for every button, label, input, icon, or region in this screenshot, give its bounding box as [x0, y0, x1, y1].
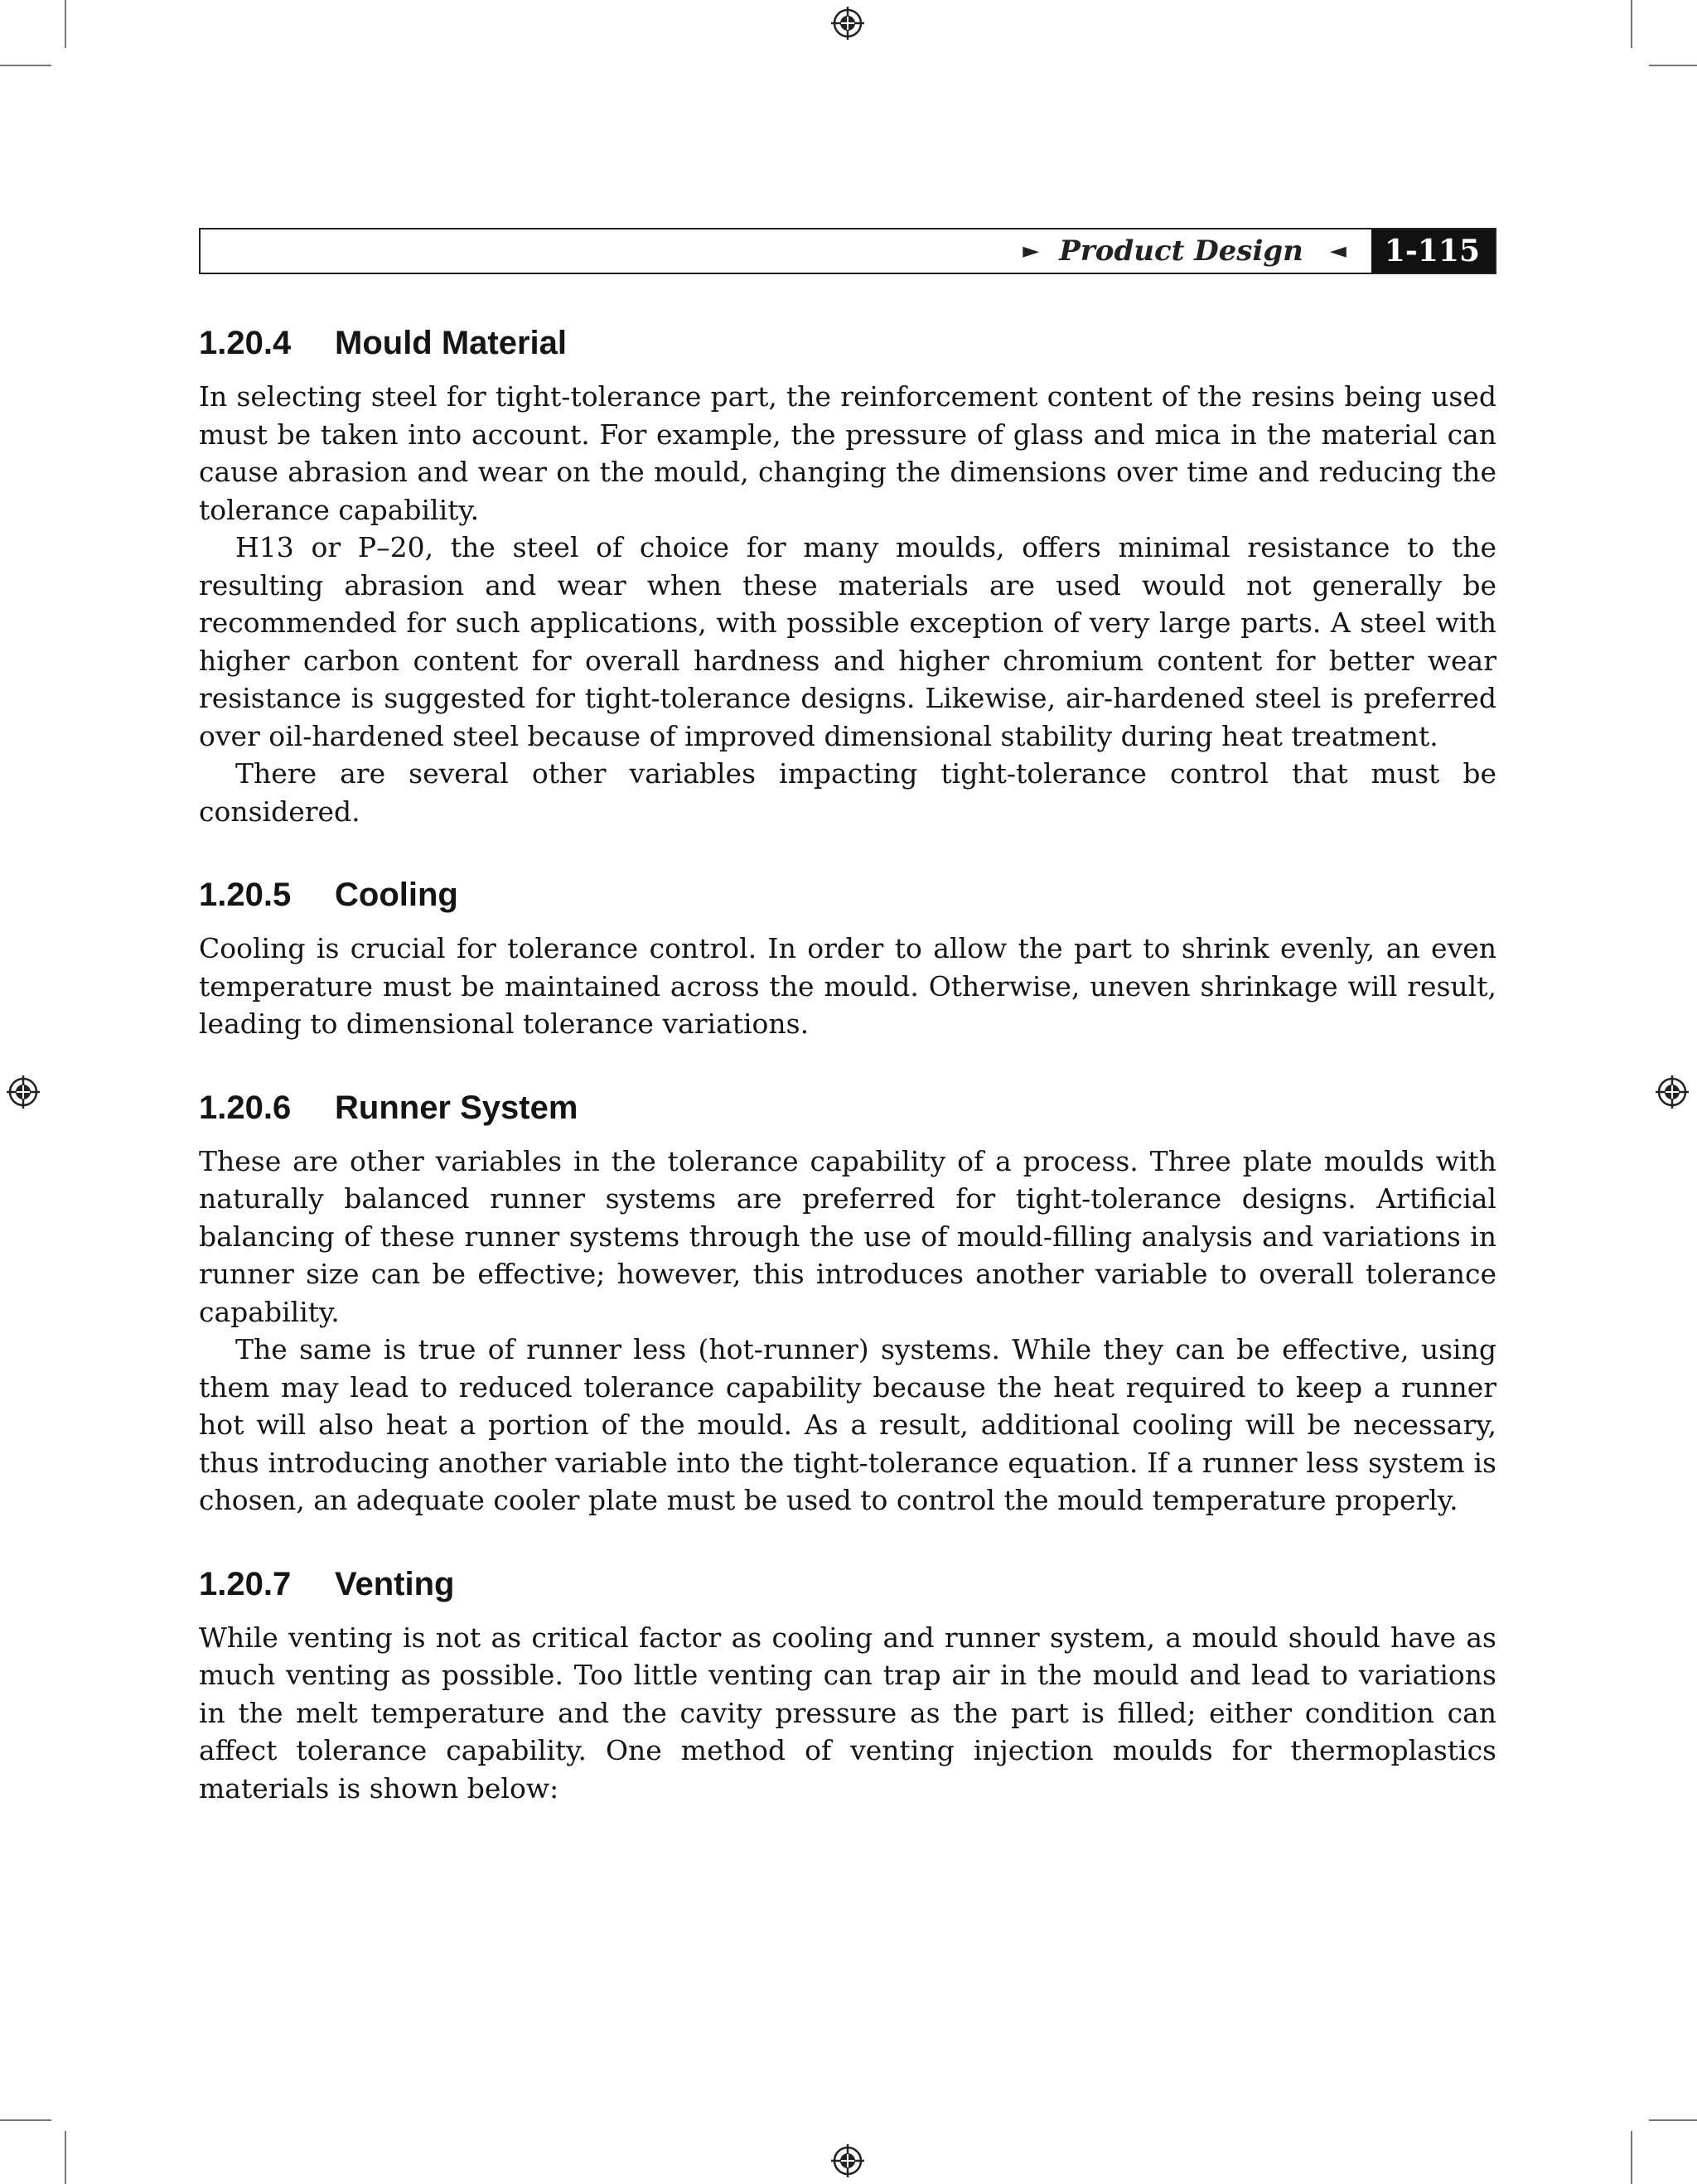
paragraph: Cooling is crucial for tolerance control. In order to allow the part to shrink evenly, an even temperature must be maintained across the mould. Otherwise, uneven shrinkage will result, leading to dimensional tolerance variations. — [199, 932, 1496, 1040]
section-heading — [199, 323, 1496, 363]
section-mould-material — [199, 323, 1496, 830]
section-number: 1.20.7 — [199, 1565, 292, 1602]
registration-mark-right-icon — [1656, 1075, 1689, 1109]
crop-mark-bottom-left-horizontal — [0, 2119, 51, 2121]
section-title: Mould Material — [335, 325, 568, 361]
section-number: 1.20.5 — [199, 877, 292, 913]
page-content — [199, 323, 1496, 1852]
paragraph: There are several other variables impacting tight-tolerance control that must be considered. — [199, 757, 1496, 828]
crop-mark-bottom-left-vertical — [65, 2131, 66, 2184]
crop-mark-top-right-vertical — [1631, 0, 1632, 48]
section-venting — [199, 1564, 1496, 1808]
right-pointer-icon: ► — [1023, 239, 1040, 263]
section-heading — [199, 1564, 1496, 1604]
registration-mark-bottom-icon — [831, 2144, 864, 2177]
section-heading — [199, 875, 1496, 915]
crop-mark-top-left-vertical — [65, 0, 66, 48]
crop-mark-top-left-horizontal — [0, 65, 51, 66]
left-pointer-icon: ◄ — [1329, 239, 1346, 263]
paragraph: H13 or P–20, the steel of choice for many moulds, offers minimal resistance to the resulting abrasion and wear when these materials are used would not generally be recommended for such applications, with possible exception of very large parts. A steel with higher carbon content for overall hardness and higher chromium content for better wear resistance is suggested for tight-tolerance designs. Likewise, air-hardened steel is preferred over oil-hardened steel because of improved dimensional stability during heat treatment. — [199, 531, 1496, 752]
paragraph: While venting is not as critical factor as cooling and runner system, a mould should have as much venting as possible. Too little venting can trap air in the mould and lead to variations in the melt temperature and the cavity pressure as the part is filled; either condition can affect tolerance capability. One method of venting injection moulds for thermoplastics materials is shown below: — [199, 1621, 1496, 1805]
registration-mark-top-icon — [831, 7, 864, 40]
crop-mark-top-right-horizontal — [1649, 65, 1697, 66]
crop-mark-bottom-right-horizontal — [1649, 2119, 1697, 2121]
registration-mark-left-icon — [7, 1075, 40, 1109]
section-number: 1.20.4 — [199, 325, 292, 361]
crop-mark-bottom-right-vertical — [1631, 2131, 1632, 2184]
section-heading — [199, 1088, 1496, 1128]
paragraph: In selecting steel for tight-tolerance part, the reinforcement content of the resins being used must be taken into account. For example, the pressure of glass and mica in the material can cause abrasion and wear on the mould, changing the dimensions over time and reducing the tolerance capability. — [199, 380, 1496, 526]
running-header — [199, 228, 1496, 274]
running-header-title: Product Design — [1059, 234, 1303, 268]
section-runner-system — [199, 1088, 1496, 1520]
section-title: Cooling — [335, 877, 458, 913]
section-title: Venting — [335, 1565, 455, 1602]
paragraph: The same is true of runner less (hot-runner) systems. While they can be effective, using them may lead to reduced tolerance capability because the heat required to keep a runner hot will also heat a portion of the mould. As a result, additional cooling will be necessary, thus introducing another variable into the tight-tolerance equation. If a runner less system is chosen, an adequate cooler plate must be used to control the mould temperature properly. — [199, 1333, 1496, 1516]
section-cooling — [199, 875, 1496, 1043]
paragraph: These are other variables in the tolerance capability of a process. Three plate moulds with naturally balanced runner systems are preferred for tight-tolerance designs. Artificial balancing of these runner systems through the use of mould-filling analysis and variations in runner size can be effective; however, this introduces another variable to overall tolerance capability. — [199, 1144, 1496, 1328]
header-label-group — [1023, 230, 1495, 273]
section-title: Runner System — [335, 1089, 578, 1126]
page-number: 1-115 — [1371, 230, 1495, 273]
section-number: 1.20.6 — [199, 1089, 292, 1126]
